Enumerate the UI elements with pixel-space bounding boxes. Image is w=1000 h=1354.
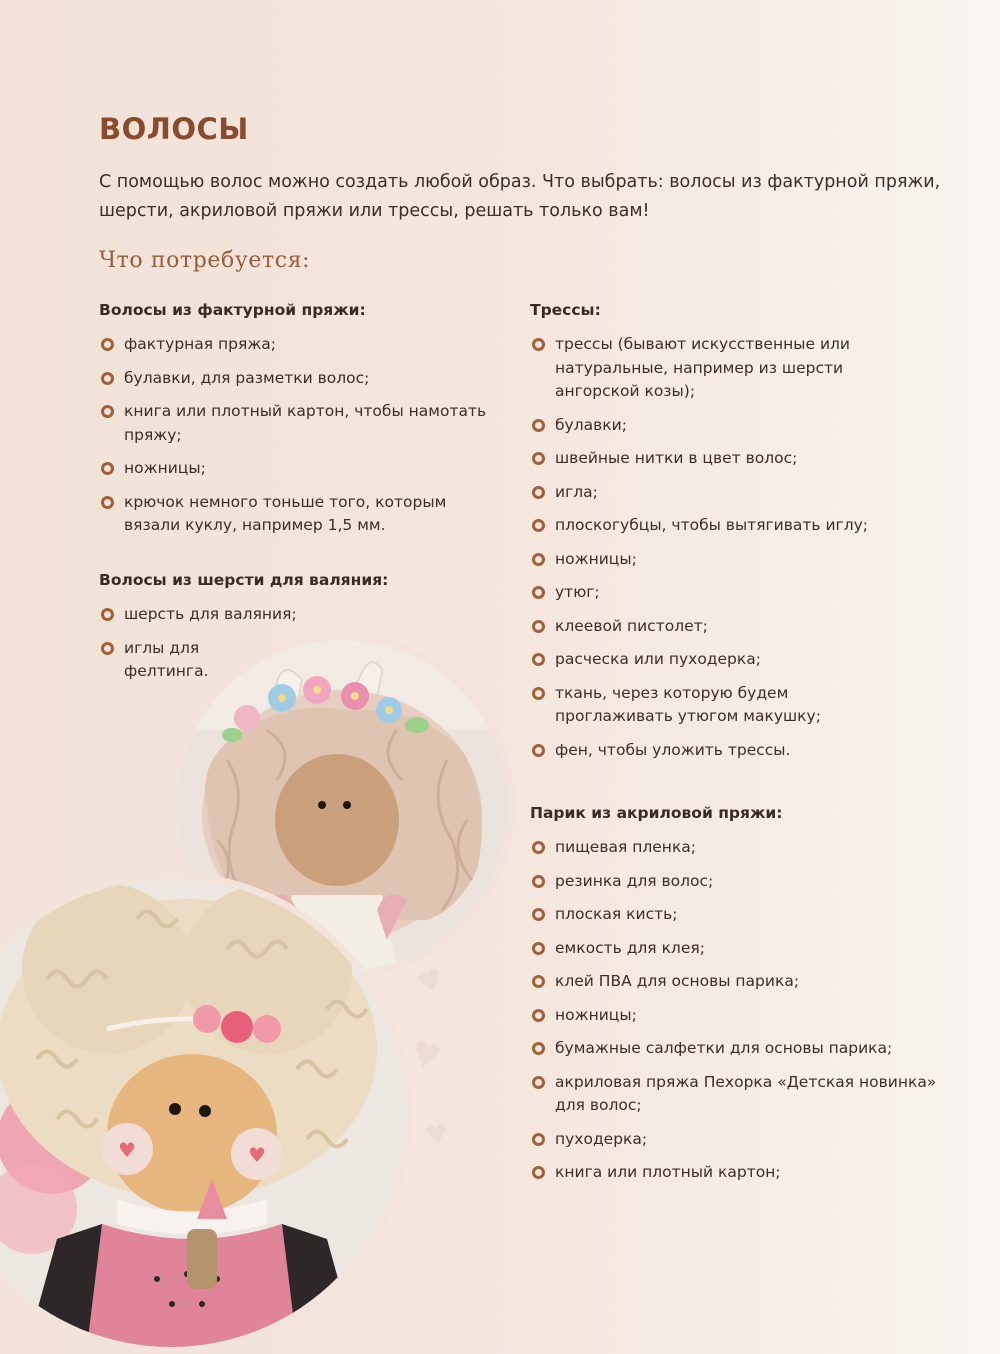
list-item: пуходерка; xyxy=(530,1128,930,1152)
bullet-icon xyxy=(101,496,114,509)
list-item: емкость для клея; xyxy=(530,937,930,961)
list-item: книга или плотный картон; xyxy=(530,1161,930,1185)
felting-wool-heading: Волосы из шерсти для валяния: xyxy=(99,571,389,589)
heart-decoration-icon: ♥ xyxy=(405,1024,448,1083)
section-subtitle: Что потребуется: xyxy=(99,248,311,273)
bullet-icon xyxy=(101,642,114,655)
heart-decoration-icon: ♥ xyxy=(422,1110,451,1155)
svg-text:♥: ♥ xyxy=(248,1143,266,1167)
svg-text:♥: ♥ xyxy=(118,1138,136,1162)
list-item: игла; xyxy=(530,481,930,505)
list-item: шерсть для валяния; xyxy=(99,603,494,627)
list-item: клеевой пистолет; xyxy=(530,615,930,639)
page-title: ВОЛОСЫ xyxy=(99,112,249,146)
list-item: утюг; xyxy=(530,581,930,605)
list-item: расческа или пуходерка; xyxy=(530,648,930,672)
bullet-icon xyxy=(532,1042,545,1055)
list-item: фактурная пряжа; xyxy=(99,333,494,357)
tresses-heading: Трессы: xyxy=(530,301,601,319)
bullet-icon xyxy=(101,338,114,351)
list-item: плоская кисть; xyxy=(530,903,930,927)
bullet-icon xyxy=(101,405,114,418)
bullet-icon xyxy=(532,586,545,599)
list-item: ножницы; xyxy=(99,457,494,481)
bullet-icon xyxy=(532,1166,545,1179)
bullet-icon xyxy=(101,608,114,621)
bullet-icon xyxy=(532,975,545,988)
bullet-icon xyxy=(532,744,545,757)
bullet-icon xyxy=(532,620,545,633)
bullet-icon xyxy=(532,1009,545,1022)
tresses-list xyxy=(530,333,930,772)
bullet-icon xyxy=(532,1076,545,1089)
heart-decoration-icon: ♥ xyxy=(411,955,449,1005)
list-item: трессы (бывают искусственные или натуральные, например из шерсти ангорской козы); xyxy=(530,333,930,404)
doll-wig-illustration xyxy=(0,879,405,1347)
list-item: клей ПВА для основы парика; xyxy=(530,970,930,994)
list-item: булавки; xyxy=(530,414,930,438)
bullet-icon xyxy=(532,841,545,854)
list-item: булавки, для разметки волос; xyxy=(99,367,494,391)
bullet-icon xyxy=(532,687,545,700)
list-item: ножницы; xyxy=(530,1004,930,1028)
bullet-icon xyxy=(532,908,545,921)
textured-yarn-heading: Волосы из фактурной пряжи: xyxy=(99,301,366,319)
list-item: акриловая пряжа Пехорка «Детская новинка» для волос; xyxy=(530,1071,940,1118)
bullet-icon xyxy=(532,452,545,465)
list-item: ножницы; xyxy=(530,548,930,572)
list-item: крючок немного тоньше того, которым вязали куклу, например 1,5 мм. xyxy=(99,491,494,538)
bullet-icon xyxy=(532,519,545,532)
bullet-icon xyxy=(532,875,545,888)
bullet-icon xyxy=(532,1133,545,1146)
list-item: иглы для фелтинга. xyxy=(99,637,209,684)
list-item: плоскогубцы, чтобы вытягивать иглу; xyxy=(530,514,930,538)
acrylic-wig-list xyxy=(530,836,937,1195)
list-item: пищевая пленка; xyxy=(530,836,930,860)
bullet-icon xyxy=(101,372,114,385)
bullet-icon xyxy=(101,462,114,475)
bullet-icon xyxy=(532,653,545,666)
bullet-icon xyxy=(532,553,545,566)
textured-yarn-list xyxy=(99,333,494,548)
list-item: швейные нитки в цвет волос; xyxy=(530,447,930,471)
list-item: фен, чтобы уложить трессы. xyxy=(530,739,930,763)
list-item: ткань, через которую будем проглаживать утюгом макушку; xyxy=(530,682,900,729)
bullet-icon xyxy=(532,942,545,955)
list-item: книга или плотный картон, чтобы намотать пряжу; xyxy=(99,400,494,447)
intro-paragraph: С помощью волос можно создать любой образ. Что выбрать: волосы из фактурной пряжи, шерсти, акриловой пряжи или трессы, решать только вам! xyxy=(99,172,941,221)
list-item: бумажные салфетки для основы парика; xyxy=(530,1037,930,1061)
bullet-icon xyxy=(532,419,545,432)
bullet-icon xyxy=(532,338,545,351)
list-item: резинка для волос; xyxy=(530,870,930,894)
bullet-icon xyxy=(532,486,545,499)
acrylic-wig-heading: Парик из акриловой пряжи: xyxy=(530,804,783,822)
